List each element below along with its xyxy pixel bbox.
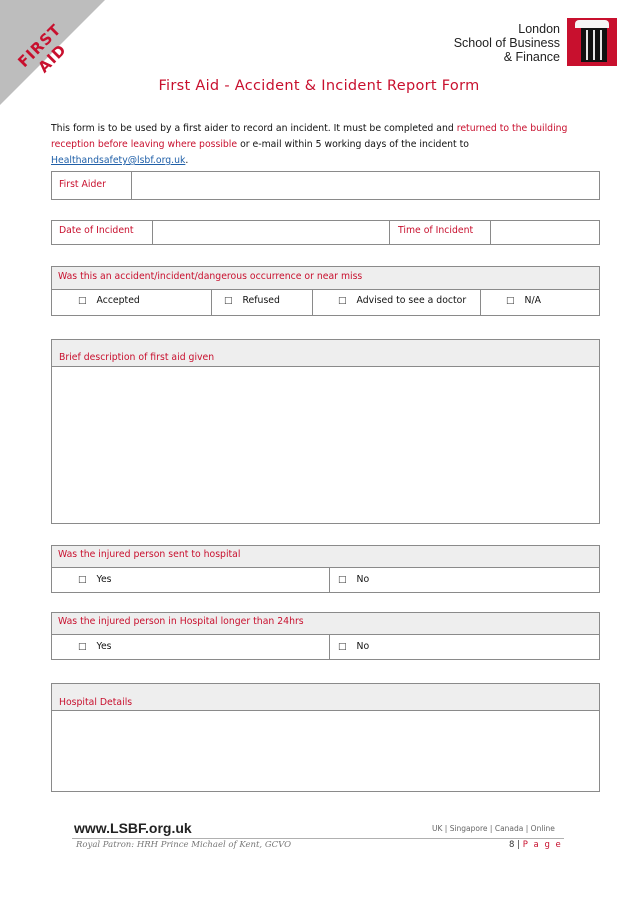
hospital-24-section <box>51 612 600 660</box>
option-refused-label: Refused <box>242 295 280 306</box>
hospital-24-yes-label: Yes <box>96 641 112 652</box>
hospital-sent-yes[interactable] <box>52 568 330 592</box>
hospital-details-section <box>51 683 600 792</box>
hospital-24-header <box>52 613 599 635</box>
option-accepted-label: Accepted <box>96 295 140 306</box>
time-of-incident-label: Time of Incident <box>398 225 474 236</box>
hospital-details-header <box>52 684 599 711</box>
occurrence-section <box>51 266 600 316</box>
footer-divider <box>72 838 564 839</box>
corner-banner-text: FIRST AID <box>14 20 71 77</box>
option-na-label: N/A <box>524 295 541 306</box>
intro-paragraph <box>51 121 601 169</box>
description-label: Brief description of first aid given <box>59 352 215 363</box>
time-of-incident-input[interactable] <box>492 221 599 244</box>
intro-text-highlight: returned to the building reception before leaving where possible <box>51 123 568 150</box>
description-header <box>52 340 599 367</box>
hospital-24-yes[interactable] <box>52 635 330 659</box>
description-section <box>51 339 600 524</box>
hospital-sent-yes-label: Yes <box>96 574 112 585</box>
logo-line-3: & Finance <box>503 50 560 64</box>
page-number <box>509 840 562 850</box>
option-accepted[interactable] <box>52 290 212 315</box>
logo-wordmark <box>454 22 560 64</box>
first-aider-label: First Aider <box>59 179 106 190</box>
hospital-sent-no-label: No <box>356 574 370 585</box>
occurrence-question: Was this an accident/incident/dangerous occurrence or near miss <box>58 271 363 282</box>
footer-url: www.LSBF.org.uk <box>74 820 192 836</box>
hospital-24-no[interactable] <box>330 635 599 659</box>
checkbox-icon[interactable]: □ <box>338 642 347 652</box>
logo-column-icon <box>567 18 617 66</box>
logo-line-2: School of Business <box>453 36 560 50</box>
intro-text-3: or e-mail within 5 working days of the incident to <box>237 139 469 150</box>
first-aider-input[interactable] <box>133 172 599 199</box>
email-link[interactable]: Healthandsafety@lsbf.org.uk <box>51 155 186 166</box>
date-of-incident-label: Date of Incident <box>59 225 134 236</box>
first-aider-row <box>51 171 600 200</box>
hospital-24-no-label: No <box>356 641 370 652</box>
option-advised-label: Advised to see a doctor <box>356 295 467 306</box>
hospital-details-label: Hospital Details <box>59 697 133 708</box>
hospital-24-question: Was the injured person in Hospital longer than 24hrs <box>58 616 304 627</box>
hospital-sent-section <box>51 545 600 593</box>
page-separator: | <box>517 840 520 850</box>
date-label-cell <box>52 221 153 244</box>
footer-regions: UK | Singapore | Canada | Online <box>432 824 555 833</box>
hospital-sent-question: Was the injured person sent to hospital <box>58 549 241 560</box>
intro-text-end: . <box>185 155 189 166</box>
first-aider-label-cell <box>52 172 132 199</box>
option-refused[interactable] <box>212 290 313 315</box>
date-time-row <box>51 220 600 245</box>
page-title: First Aid - Accident & Incident Report Form <box>158 78 480 94</box>
checkbox-icon[interactable]: □ <box>338 575 347 585</box>
option-na[interactable] <box>481 290 599 315</box>
footer-patron: Royal Patron: HRH Prince Michael of Kent, GCVO <box>76 840 292 850</box>
checkbox-icon[interactable]: □ <box>78 575 87 585</box>
hospital-sent-header <box>52 546 599 568</box>
checkbox-icon[interactable]: □ <box>78 642 87 652</box>
hospital-details-textarea[interactable] <box>52 711 599 791</box>
checkbox-icon[interactable]: □ <box>506 296 515 306</box>
occurrence-header <box>52 267 599 290</box>
checkbox-icon[interactable]: □ <box>224 296 233 306</box>
hospital-sent-no[interactable] <box>330 568 599 592</box>
page-word: P a g e <box>522 840 563 850</box>
checkbox-icon[interactable]: □ <box>338 296 347 306</box>
intro-text-1: This form is to be used by a first aider to record an incident. It must be completed and <box>51 123 457 134</box>
option-advised-doctor[interactable] <box>313 290 481 315</box>
date-of-incident-input[interactable] <box>153 221 390 244</box>
description-textarea[interactable] <box>52 367 599 523</box>
logo-line-1: London <box>518 22 560 36</box>
checkbox-icon[interactable]: □ <box>78 296 87 306</box>
time-label-cell <box>390 221 491 244</box>
page-number-value: 8 <box>509 840 515 850</box>
